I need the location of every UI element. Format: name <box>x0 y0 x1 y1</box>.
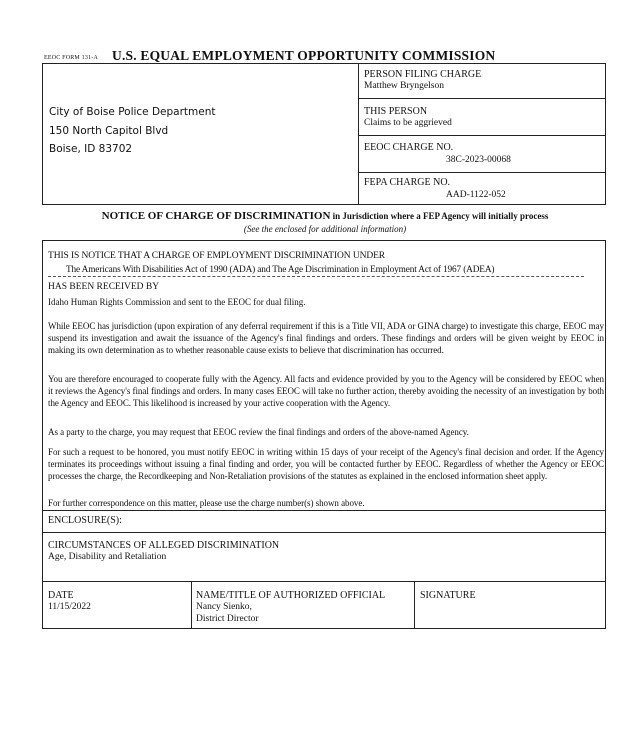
fepa-charge-label: FEPA CHARGE NO. <box>364 177 451 188</box>
official-name: Nancy Sienko, <box>196 602 252 612</box>
person-filing-label: PERSON FILING CHARGE <box>364 69 482 80</box>
paragraph-jurisdiction: While EEOC has jurisdiction (upon expiration of any deferral requirement if this is a Title VII, ADA or GINA charge) to investigate this charge, EEOC may suspend its investigation and await the issuance of the Agency's final findings and orders. These findings and orders will be given weight by EEOC in making its own determination as to whether reasonable cause exists to believe that discrimination has occurred. <box>48 321 604 356</box>
circumstances-value: Age, Disability and Retaliation <box>48 552 167 562</box>
notice-intro: THIS IS NOTICE THAT A CHARGE OF EMPLOYMENT DISCRIMINATION UNDER <box>48 251 386 261</box>
recipient-street: 150 North Capitol Blvd <box>49 125 169 137</box>
box-divider-3 <box>358 172 606 173</box>
eeoc-charge-number: 38C-2023-00068 <box>446 155 511 165</box>
top-middle-divider <box>358 63 359 205</box>
top-border <box>42 63 606 64</box>
acts-line: The Americans With Disabilities Act of 1990 (ADA) and The Age Discrimination in Employment Act of 1967 (ADEA) <box>66 265 495 275</box>
notice-title <box>44 210 606 222</box>
body-left-border <box>42 240 43 510</box>
official-label: NAME/TITLE OF AUTHORIZED OFFICIAL <box>196 590 386 601</box>
notice-subtitle: (See the enclosed for additional information) <box>243 224 407 234</box>
body-right-border <box>605 240 606 510</box>
circumstances-label: CIRCUMSTANCES OF ALLEGED DISCRIMINATION <box>48 540 280 551</box>
this-person-value: Claims to be aggrieved <box>364 118 452 128</box>
signature-label: SIGNATURE <box>420 590 476 601</box>
footer-divider-2 <box>414 581 415 628</box>
footer-bottom-border <box>42 628 606 629</box>
paragraph-review-request: As a party to the charge, you may request that EEOC review the final findings and orders of the above-named Agency. <box>48 427 469 437</box>
enclosures-label: ENCLOSURE(S): <box>48 515 122 526</box>
footer-left-border <box>42 581 43 628</box>
agency-title: U.S. EQUAL EMPLOYMENT OPPORTUNITY COMMISSION <box>112 48 496 63</box>
agency-line: Idaho Human Rights Commission and sent to the EEOC for dual filing. <box>48 297 306 307</box>
top-left-border <box>42 63 43 205</box>
notice-title-rest: in Jurisdiction where a FEP Agency will initially process <box>330 211 549 221</box>
footer-top-border <box>42 581 606 582</box>
enclosures-top-border <box>42 510 606 511</box>
received-by: HAS BEEN RECEIVED BY <box>48 282 160 292</box>
enclosures-bottom-border <box>42 532 606 533</box>
person-filing-value: Matthew Bryngelson <box>364 81 444 91</box>
official-title: District Director <box>196 614 259 624</box>
fepa-charge-number: AAD-1122-052 <box>446 190 506 200</box>
footer-divider-1 <box>191 581 192 628</box>
circumstances-left-border <box>42 532 43 581</box>
eeoc-charge-label: EEOC CHARGE NO. <box>364 142 454 153</box>
recipient-city: Boise, ID 83702 <box>49 143 133 155</box>
box-divider-2 <box>358 135 606 136</box>
acts-underline <box>48 276 584 277</box>
box-divider-1 <box>358 98 606 99</box>
paragraph-honor-request: For such a request to be honored, you must notify EEOC in writing within 15 days of your receipt of the Agency's final decision and order. If the Agency terminates its proceedings without issuing a final finding and order, you will be contacted further by EEOC. Regardless of whether the Agency or EEOC processes the charge, the Recordkeeping and Non-Retaliation provisions of the statutes as explained in the enclosed information sheet apply. <box>48 447 604 482</box>
form-id: EEOC FORM 131-A <box>44 55 99 61</box>
footer-right-border <box>605 581 606 628</box>
enclosures-left-border <box>42 510 43 532</box>
date-value: 11/15/2022 <box>48 602 91 612</box>
notice-top-border <box>42 204 606 205</box>
recipient-name: City of Boise Police Department <box>49 106 216 118</box>
circumstances-right-border <box>605 532 606 581</box>
paragraph-correspondence: For further correspondence on this matter, please use the charge number(s) shown above. <box>48 498 365 508</box>
top-right-border <box>605 63 606 205</box>
enclosures-right-border <box>605 510 606 532</box>
this-person-label: THIS PERSON <box>364 106 428 117</box>
notice-bottom-border <box>42 240 606 241</box>
notice-title-main: NOTICE OF CHARGE OF DISCRIMINATION <box>101 210 331 222</box>
date-label: DATE <box>48 590 74 601</box>
paragraph-cooperate: You are therefore encouraged to cooperate fully with the Agency. All facts and evidence provided by you to the Agency will be considered by EEOC when it reviews the Agency's final findings and orders. In many cases EEOC will take no further action, thereby avoiding the necessity of an investigation by both the Agency and EEOC. This likelihood is increased by your active cooperation with the Agency. <box>48 374 604 409</box>
